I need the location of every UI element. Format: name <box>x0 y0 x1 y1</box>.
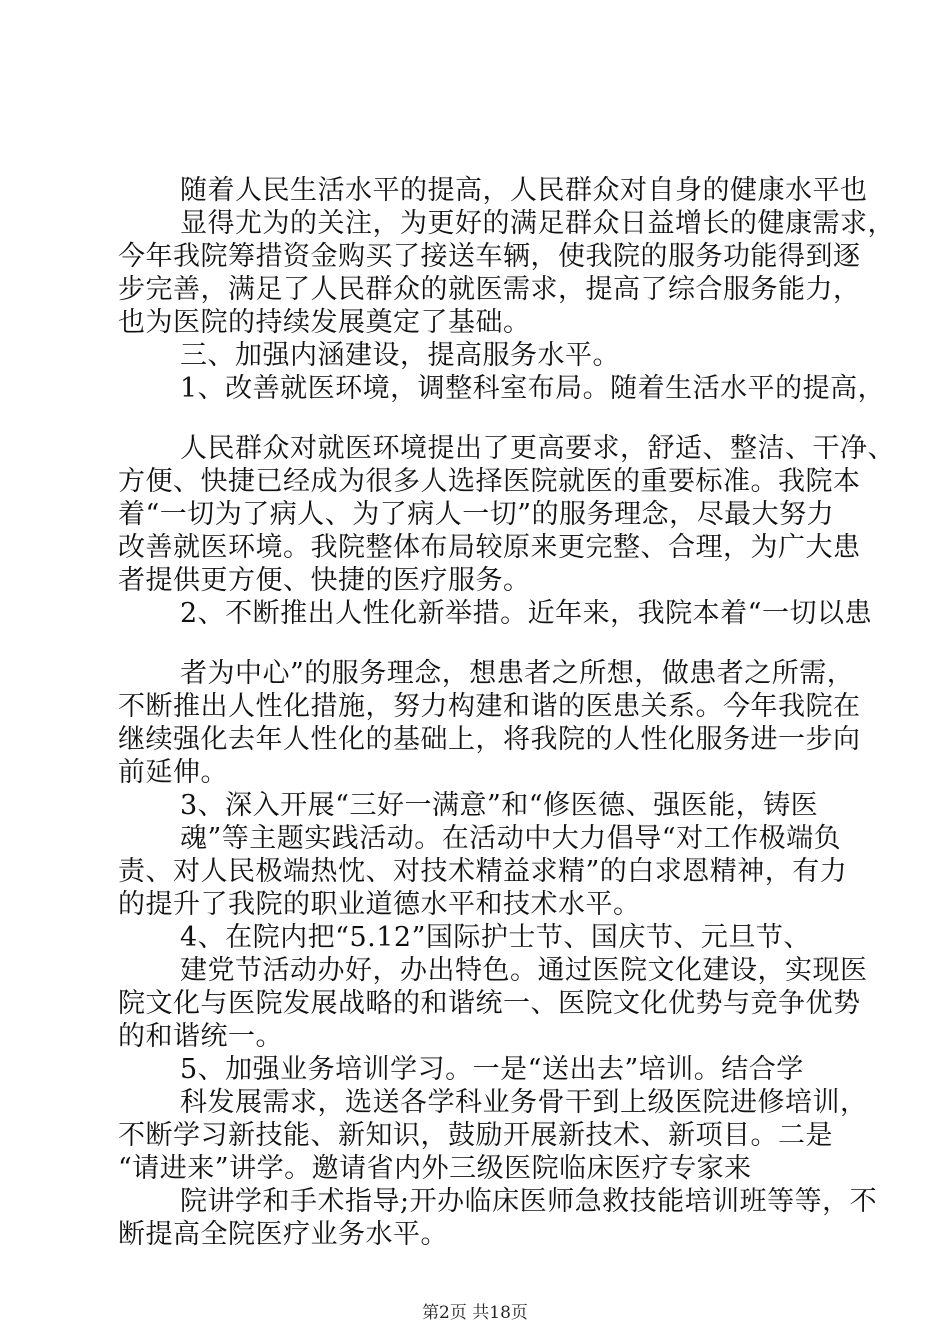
text-line: 的和谐统一。 <box>118 1021 283 1052</box>
text-line: 的提升了我院的职业道德水平和技术水平。 <box>118 889 641 920</box>
text-line: 院文化与医院发展战略的和谐统一、医院文化优势与竞争优势 <box>118 988 861 1019</box>
text-line: 魂”等主题实践活动。在活动中大力倡导“对工作极端负 <box>180 823 842 854</box>
page-number-footer: 第2页 共18页 <box>422 1303 528 1323</box>
text-line: 前延伸。 <box>118 757 228 788</box>
text-line: 5、加强业务培训学习。一是“送出去”培训。结合学 <box>180 1054 804 1085</box>
text-line: 不断推出人性化措施，努力构建和谐的医患关系。今年我院在 <box>118 691 861 722</box>
text-line: 建党节活动办好，办出特色。通过医院文化建设，实现医 <box>180 955 868 986</box>
text-line: 2、不断推出人性化新举措。近年来，我院本着“一切以患 <box>180 598 872 629</box>
text-line: 1、改善就医环境，调整科室布局。随着生活水平的提高， <box>180 373 886 404</box>
text-line: 责、对人民极端热忱、对技术精益求精”的白求恩精神，有力 <box>118 856 848 887</box>
text-line: 显得尤为的关注，为更好的满足群众日益增长的健康需求， <box>180 208 895 239</box>
text-line: 院讲学和手术指导;开办临床医师急救技能培训班等等，不 <box>180 1186 878 1217</box>
text-line: 也为医院的持续发展奠定了基础。 <box>118 307 531 338</box>
text-line: 步完善，满足了人民群众的就医需求，提高了综合服务能力， <box>118 274 861 305</box>
text-line: 断提高全院医疗业务水平。 <box>118 1219 448 1250</box>
section-heading: 三、加强内涵建设，提高服务水平。 <box>180 340 620 371</box>
text-line: 3、深入开展“三好一满意”和“修医德、强医能，铸医 <box>180 790 819 821</box>
text-line: 改善就医环境。我院整体布局较原来更完整、合理，为广大患 <box>118 532 861 563</box>
text-line: 科发展需求，选送各学科业务骨干到上级医院进修培训， <box>180 1087 868 1118</box>
text-line: 者为中心”的服务理念，想患者之所想，做患者之所需， <box>180 658 855 689</box>
text-line: 人民群众对就医环境提出了更高要求，舒适、整洁、干净、 <box>180 433 895 464</box>
text-line: 者提供更方便、快捷的医疗服务。 <box>118 565 531 596</box>
text-line: 不断学习新技能、新知识，鼓励开展新技术、新项目。二是 <box>118 1120 833 1151</box>
text-line: 方便、快捷已经成为很多人选择医院就医的重要标准。我院本 <box>118 466 861 497</box>
text-line: 继续强化去年人性化的基础上，将我院的人性化服务进一步向 <box>118 724 861 755</box>
text-line: “请进来”讲学。邀请省内外三级医院临床医疗专家来 <box>118 1153 752 1184</box>
text-line: 随着人民生活水平的提高，人民群众对自身的健康水平也 <box>180 175 868 206</box>
text-line: 着“一切为了病人、为了病人一切”的服务理念，尽最大努力 <box>118 499 835 530</box>
text-line: 4、在院内把“5.12”国际护士节、国庆节、元旦节、 <box>180 922 811 953</box>
text-line: 今年我院筹措资金购买了接送车辆，使我院的服务功能得到逐 <box>118 241 861 272</box>
